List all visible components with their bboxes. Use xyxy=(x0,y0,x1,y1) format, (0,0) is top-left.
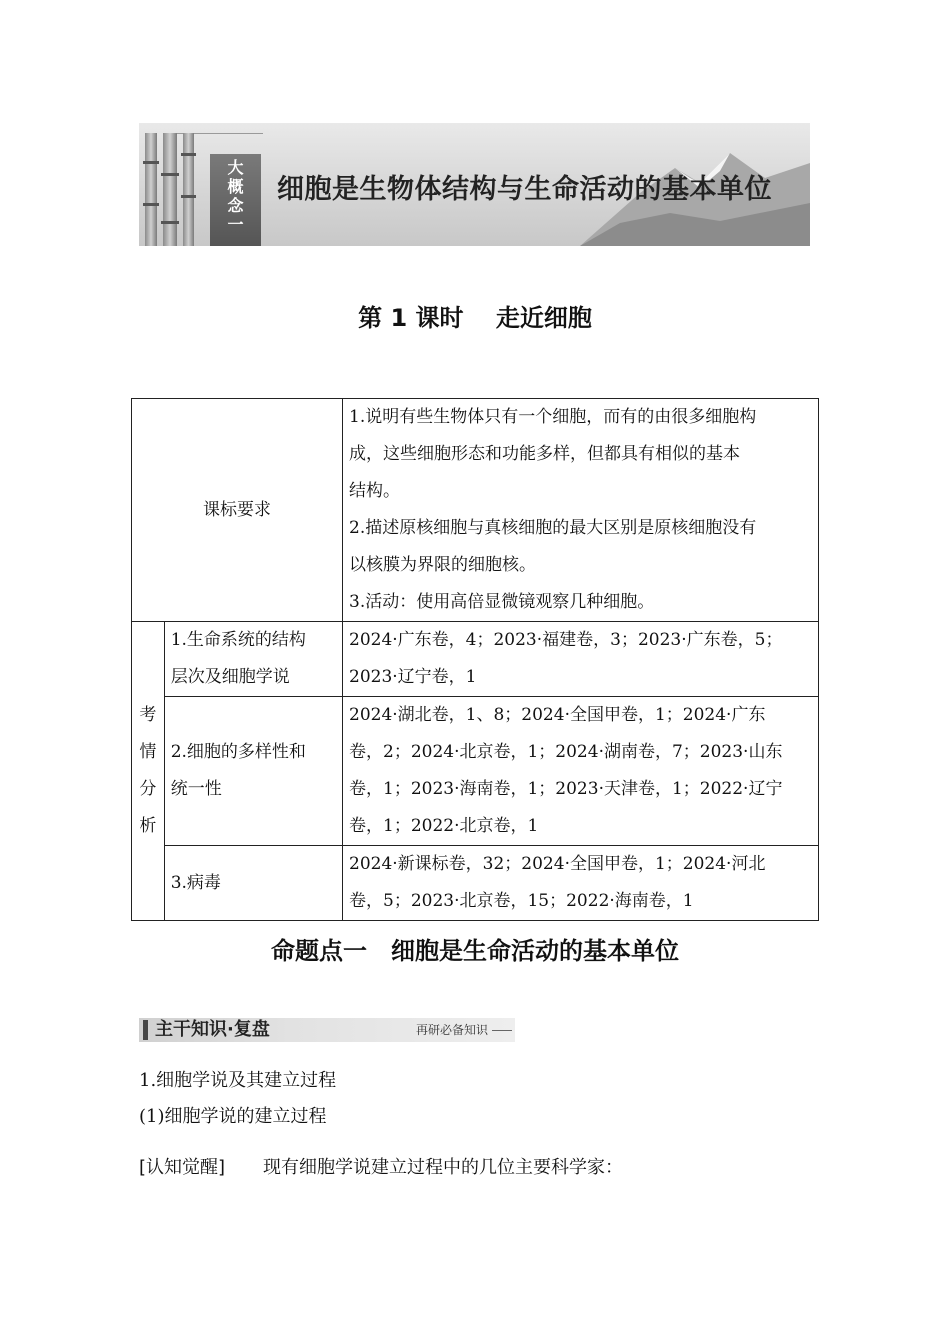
topic-cell xyxy=(164,622,342,697)
bamboo-illustration xyxy=(139,133,209,246)
tag-char: 大 xyxy=(227,158,244,177)
awareness-text: 现有细胞学说建立过程中的几位主要科学家： xyxy=(263,1157,624,1178)
cell-line: 2023·辽宁卷，1 xyxy=(349,667,477,687)
analysis-char: 考 xyxy=(139,705,157,725)
chapter-banner xyxy=(139,123,810,246)
table-row xyxy=(132,697,819,846)
topic-cell xyxy=(164,846,342,921)
proposition-title: 命题点一 细胞是生命活动的基本单位 xyxy=(271,937,679,965)
cell-line: 成，这些细胞形态和功能多样，但都具有相似的基本 xyxy=(349,444,740,464)
cell-line: 2024·广东卷，4；2023·福建卷，3；2023·广东卷，5； xyxy=(349,630,783,650)
tag-char: 念 xyxy=(227,196,244,215)
tag-char: 概 xyxy=(227,177,244,196)
cell-line: 以核膜为界限的细胞核。 xyxy=(349,555,536,575)
analysis-label-cell xyxy=(132,622,165,921)
cell-line: 3.活动：使用高倍显微镜观察几种细胞。 xyxy=(349,592,655,612)
table-row xyxy=(132,399,819,622)
cell-line: 1.说明有些生物体只有一个细胞，而有的由很多细胞构 xyxy=(349,407,757,427)
paragraph-heading: 1.细胞学说及其建立过程 xyxy=(139,1070,337,1091)
cell-line: 结构。 xyxy=(349,481,400,501)
exam-refs-cell xyxy=(343,697,819,846)
topic-line: 3.病毒 xyxy=(170,872,221,893)
cell-line: 卷，2；2024·北京卷，1；2024·湖南卷，7；2023·山东 xyxy=(349,742,783,762)
section-rule xyxy=(492,1030,512,1031)
requirements-cell xyxy=(343,399,819,622)
table-row xyxy=(132,846,819,921)
paragraph-awareness xyxy=(139,1153,623,1179)
banner-title: 细胞是生物体结构与生命活动的基本单位 xyxy=(277,174,772,205)
awareness-tag: [认知觉醒] xyxy=(139,1157,226,1178)
section-sublabel: 再研必备知识 xyxy=(416,1023,489,1037)
analysis-char: 情 xyxy=(139,742,157,762)
cell-line: 2024·新课标卷，32；2024·全国甲卷，1；2024·河北 xyxy=(349,854,766,874)
cell-line: 2.描述原核细胞与真核细胞的最大区别是原核细胞没有 xyxy=(349,518,757,538)
exam-refs-cell xyxy=(343,846,819,921)
cell-line: 卷，1；2023·海南卷，1；2023·天津卷，1；2022·辽宁 xyxy=(349,779,783,799)
section-bar xyxy=(139,1018,515,1042)
section-marker xyxy=(143,1020,148,1040)
exam-refs-cell xyxy=(343,622,819,697)
topic-line: 2.细胞的多样性和 xyxy=(170,742,306,762)
cell-line: 卷，1；2022·北京卷，1 xyxy=(349,816,539,836)
topic-line: 层次及细胞学说 xyxy=(170,667,290,687)
category-cell: 课标要求 xyxy=(132,399,343,622)
paragraph-subheading: (1)细胞学说的建立过程 xyxy=(139,1106,327,1127)
tag-char: 一 xyxy=(227,215,244,234)
analysis-char: 分 xyxy=(139,779,157,799)
topic-line: 1.生命系统的结构 xyxy=(170,630,306,650)
topic-cell xyxy=(164,697,342,846)
big-concept-tag xyxy=(210,154,261,246)
section-label: 主干知识·复盘 xyxy=(155,1019,270,1040)
cell-line: 2024·湖北卷，1、8；2024·全国甲卷，1；2024·广东 xyxy=(349,705,766,725)
cell-line: 卷，5；2023·北京卷，15；2022·海南卷，1 xyxy=(349,891,694,911)
requirements-table xyxy=(131,398,819,921)
lesson-title: 第 1 课时 走近细胞 xyxy=(358,304,592,332)
analysis-char: 析 xyxy=(139,816,157,836)
topic-line: 统一性 xyxy=(170,779,222,799)
table-row xyxy=(132,622,819,697)
